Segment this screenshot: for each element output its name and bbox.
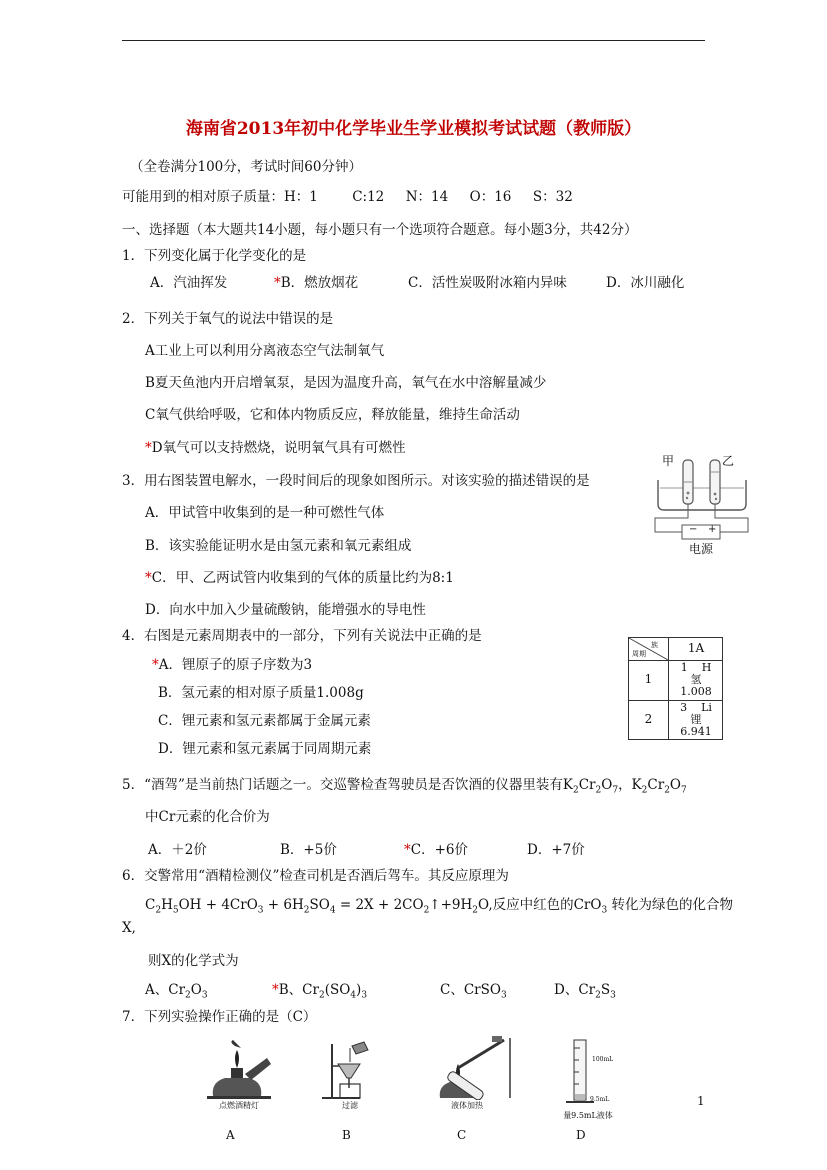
q5-option-b: B．+5价 [280, 842, 337, 858]
answer-mark: * [274, 275, 281, 291]
q3-option-c: *C．甲、乙两试管内收集到的气体的质量比约为8:1 [145, 570, 454, 586]
h-mass: 1.008 [680, 685, 712, 698]
h-name: 氢 [690, 673, 702, 686]
q1-option-d: D．冰川融化 [606, 275, 685, 291]
question-6-line3: 则X的化学式为 [148, 953, 239, 969]
period-2: 2 [644, 712, 653, 726]
group-1a: 1A [687, 641, 705, 655]
answer-mark: * [272, 982, 279, 998]
exam-info: （全卷满分100分，考试时间60分钟） [130, 159, 362, 175]
li-mass: 6.941 [680, 725, 712, 738]
question-5-line2: 中Cr元素的化合价为 [145, 809, 270, 825]
h-number-symbol: 1 H [680, 661, 712, 674]
q4-option-a: *A．锂原子的原子序数为3 [152, 657, 313, 673]
header-zu: 族 [651, 641, 658, 649]
electrolysis-figure [652, 448, 756, 558]
q1-option-c: C．活性炭吸附冰箱内异味 [408, 275, 567, 291]
section-heading: 一、选择题（本大题共14小题，每小题只有一个选项符合题意。每小题3分，共42分） [122, 222, 638, 238]
question-5-stem: 5．“酒驾”是当前热门话题之一。交巡警检查驾驶员是否饮酒的仪器里装有$K_2Cr_2O_7$，$K_2Cr_2O_7$ [122, 777, 687, 796]
li-number-symbol: 3 Li [680, 701, 712, 714]
figure-d-caption: 量9.5mL液体 [563, 1111, 613, 1120]
question-6-equation: $C_2H_5OH + 4CrO_3 + 6H_2SO_4 = 2X$ + $2CO_2↑+9H_2O$,反应中红色的CrO$_3$ 转化为绿色的化合物 [145, 897, 733, 916]
figure-c [432, 1036, 516, 1112]
q4-option-c: C．锂元素和氢元素都属于金属元素 [158, 713, 371, 729]
q5-option-c: *C．+6价 [404, 842, 468, 858]
question-4-stem: 4．右图是元素周期表中的一部分，下列有关说法中正确的是 [122, 628, 482, 644]
q4-option-d: D．锂元素和氢元素属于同周期元素 [158, 741, 372, 757]
question-1-stem: 1．下列变化属于化学变化的是 [122, 248, 307, 264]
figure-a [205, 1040, 273, 1112]
alcohol-lamp-drawing [205, 1040, 273, 1100]
q2-option-b: B夏天鱼池内开启增氧泵，是因为温度升高，氧气在水中溶解量减少 [145, 375, 547, 391]
page-title: 海南省2013年初中化学毕业生学业模拟考试试题（教师版） [185, 119, 642, 139]
header-rule [122, 40, 705, 41]
figure-label-b: B [342, 1128, 351, 1142]
q2-option-c: C氧气供给呼吸，它和体内物质反应，释放能量，维持生命活动 [145, 407, 520, 423]
q3-option-d: D．向水中加入少量硫酸钠，能增强水的导电性 [145, 602, 426, 618]
figure-b-caption: 过滤 [342, 1101, 358, 1110]
question-6-stem: 6．交警常用“酒精检测仪”检查司机是否酒后驾车。其反应原理为 [122, 868, 509, 884]
tube-yi-label: 乙 [722, 454, 735, 468]
li-name: 锂 [690, 713, 702, 726]
answer-mark: * [145, 440, 152, 456]
answer-mark: * [145, 570, 152, 586]
header-period: 周期 [632, 650, 646, 658]
power-label: 电源 [689, 542, 714, 556]
question-6-x: X, [122, 920, 136, 936]
cylinder-bottom-mark: 9.5mL [590, 1096, 610, 1103]
q5-option-d: D．+7价 [527, 842, 585, 858]
q6-option-c: C、CrSO$_3$ [440, 982, 507, 1001]
question-7-stem: 7．下列实验操作正确的是（C） [122, 1009, 317, 1025]
plus-terminal: + [708, 524, 717, 535]
answer-mark: * [152, 657, 159, 673]
tube-jia-label: 甲 [662, 454, 675, 468]
periodic-table-fragment [628, 637, 723, 740]
q6-option-b: *B、$Cr_2(SO_4)_3$ [272, 982, 368, 1001]
q6-option-a: A、$Cr_2O_3$ [145, 982, 208, 1001]
q1-option-b: *B．燃放烟花 [274, 275, 359, 291]
figure-label-c: C [457, 1128, 467, 1142]
q4-option-b: B．氢元素的相对原子质量1.008g [158, 685, 364, 701]
answer-mark: * [404, 842, 411, 858]
q3-option-b: B．该实验能证明水是由氢元素和氧元素组成 [145, 538, 412, 554]
q2-option-a: A工业上可以利用分离液态空气法制氧气 [145, 343, 385, 359]
period-1: 1 [644, 672, 653, 686]
page-number: 1 [697, 1094, 705, 1108]
q5-option-a: A．＋2价 [148, 842, 207, 858]
q2-option-d: *D氧气可以支持燃烧，说明氧气具有可燃性 [145, 440, 406, 456]
figure-c-caption: 液体加热 [451, 1101, 483, 1110]
question-2-stem: 2．下列关于氧气的说法中错误的是 [122, 311, 334, 327]
atomic-masses: 可能用到的相对原子质量：H：1 C:12 N：14 O：16 S：32 [122, 189, 573, 205]
liquid-heating-drawing [432, 1036, 516, 1100]
q1-option-a: A．汽油挥发 [150, 275, 228, 291]
minus-terminal: − [689, 524, 698, 535]
cylinder-top-mark: 100mL [592, 1056, 614, 1063]
figure-d [560, 1036, 630, 1126]
q3-option-a: A．甲试管中收集到的是一种可燃性气体 [145, 505, 385, 521]
question-3-stem: 3．用右图装置电解水，一段时间后的现象如图所示。对该实验的描述错误的是 [122, 473, 590, 489]
figure-b [320, 1040, 380, 1112]
figure-label-a: A [226, 1128, 235, 1142]
figure-label-d: D [576, 1128, 586, 1142]
filtration-drawing [320, 1040, 380, 1100]
figure-a-caption: 点燃酒精灯 [219, 1101, 259, 1110]
q6-option-d: D、$Cr_2S_3$ [554, 982, 616, 1001]
